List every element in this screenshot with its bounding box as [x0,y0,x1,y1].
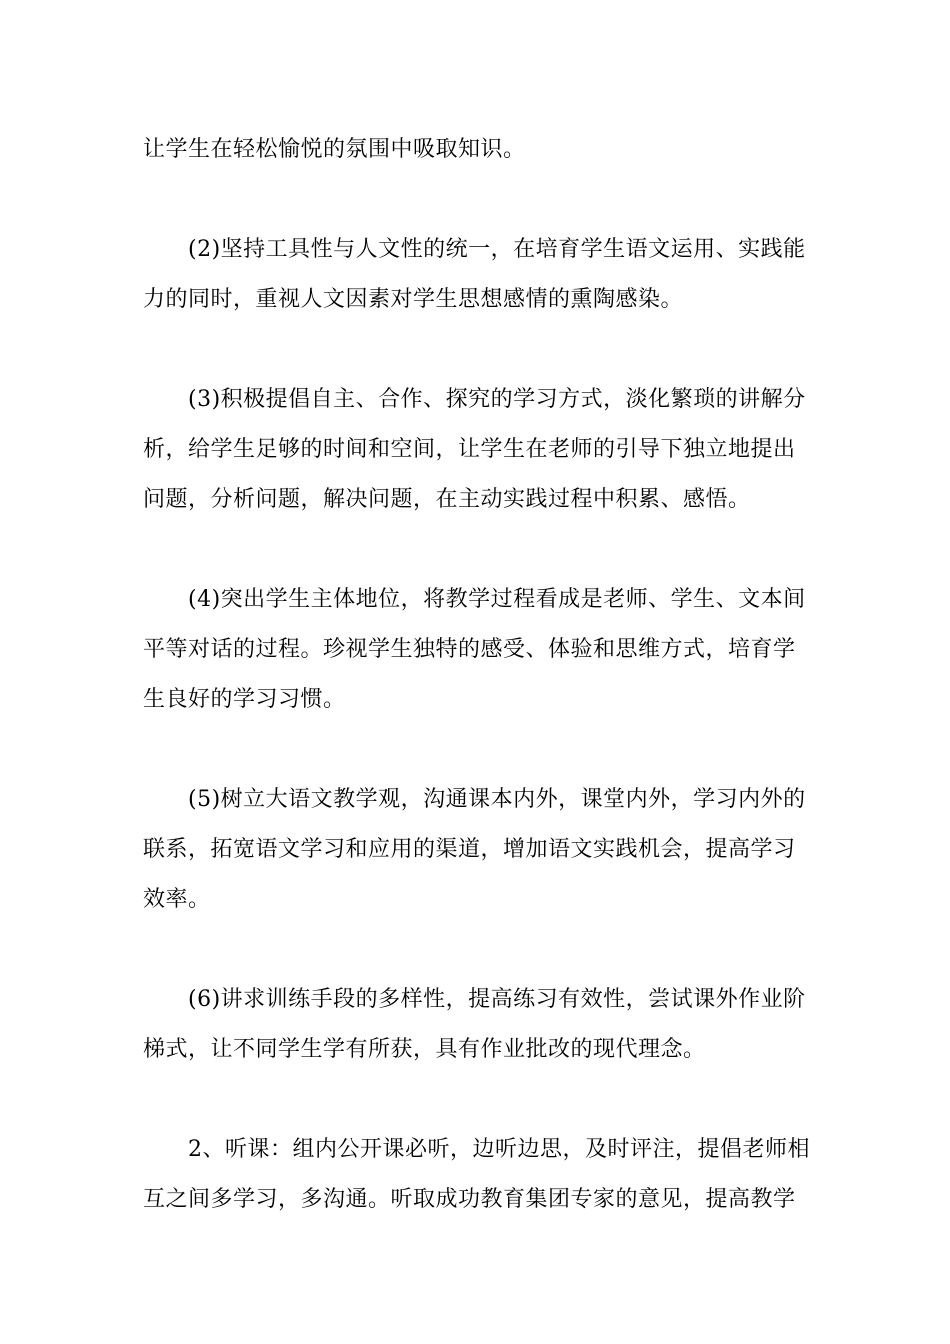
text-line: 梯式，让不同学生学有所获，具有作业批改的现代理念。 [143,1037,706,1062]
text-line: 互之间多学习，多沟通。听取成功教育集团专家的意见，提高教学 [143,1187,796,1212]
text-line: 让学生在轻松愉悦的氛围中吸取知识。 [143,137,526,162]
text-line: (3)积极提倡自主、合作、探究的学习方式，淡化繁琐的讲解分 [188,387,806,412]
text-line: 力的同时，重视人文因素对学生思想感情的熏陶感染。 [143,287,684,312]
text-line: (6)讲求训练手段的多样性，提高练习有效性，尝试课外作业阶 [188,987,806,1012]
text-line: 效率。 [143,887,211,912]
text-line: 2、听课：组内公开课必听，边听边思，及时评注，提倡老师相 [188,1137,810,1162]
text-line: 联系，拓宽语文学习和应用的渠道，增加语文实践机会，提高学习 [143,837,796,862]
text-line: (5)树立大语文教学观，沟通课本内外，课堂内外，学习内外的 [188,787,806,812]
text-line: 生良好的学习习惯。 [143,687,346,712]
text-line: 问题，分析问题，解决问题，在主动实践过程中积累、感悟。 [143,487,751,512]
text-line: (2)坚持工具性与人文性的统一，在培育学生语文运用、实践能 [188,237,806,262]
text-line: (4)突出学生主体地位，将教学过程看成是老师、学生、文本间 [188,587,806,612]
text-line: 析，给学生足够的时间和空间，让学生在老师的引导下独立地提出 [143,437,796,462]
text-line: 平等对话的过程。珍视学生独特的感受、体验和思维方式，培育学 [143,637,796,662]
